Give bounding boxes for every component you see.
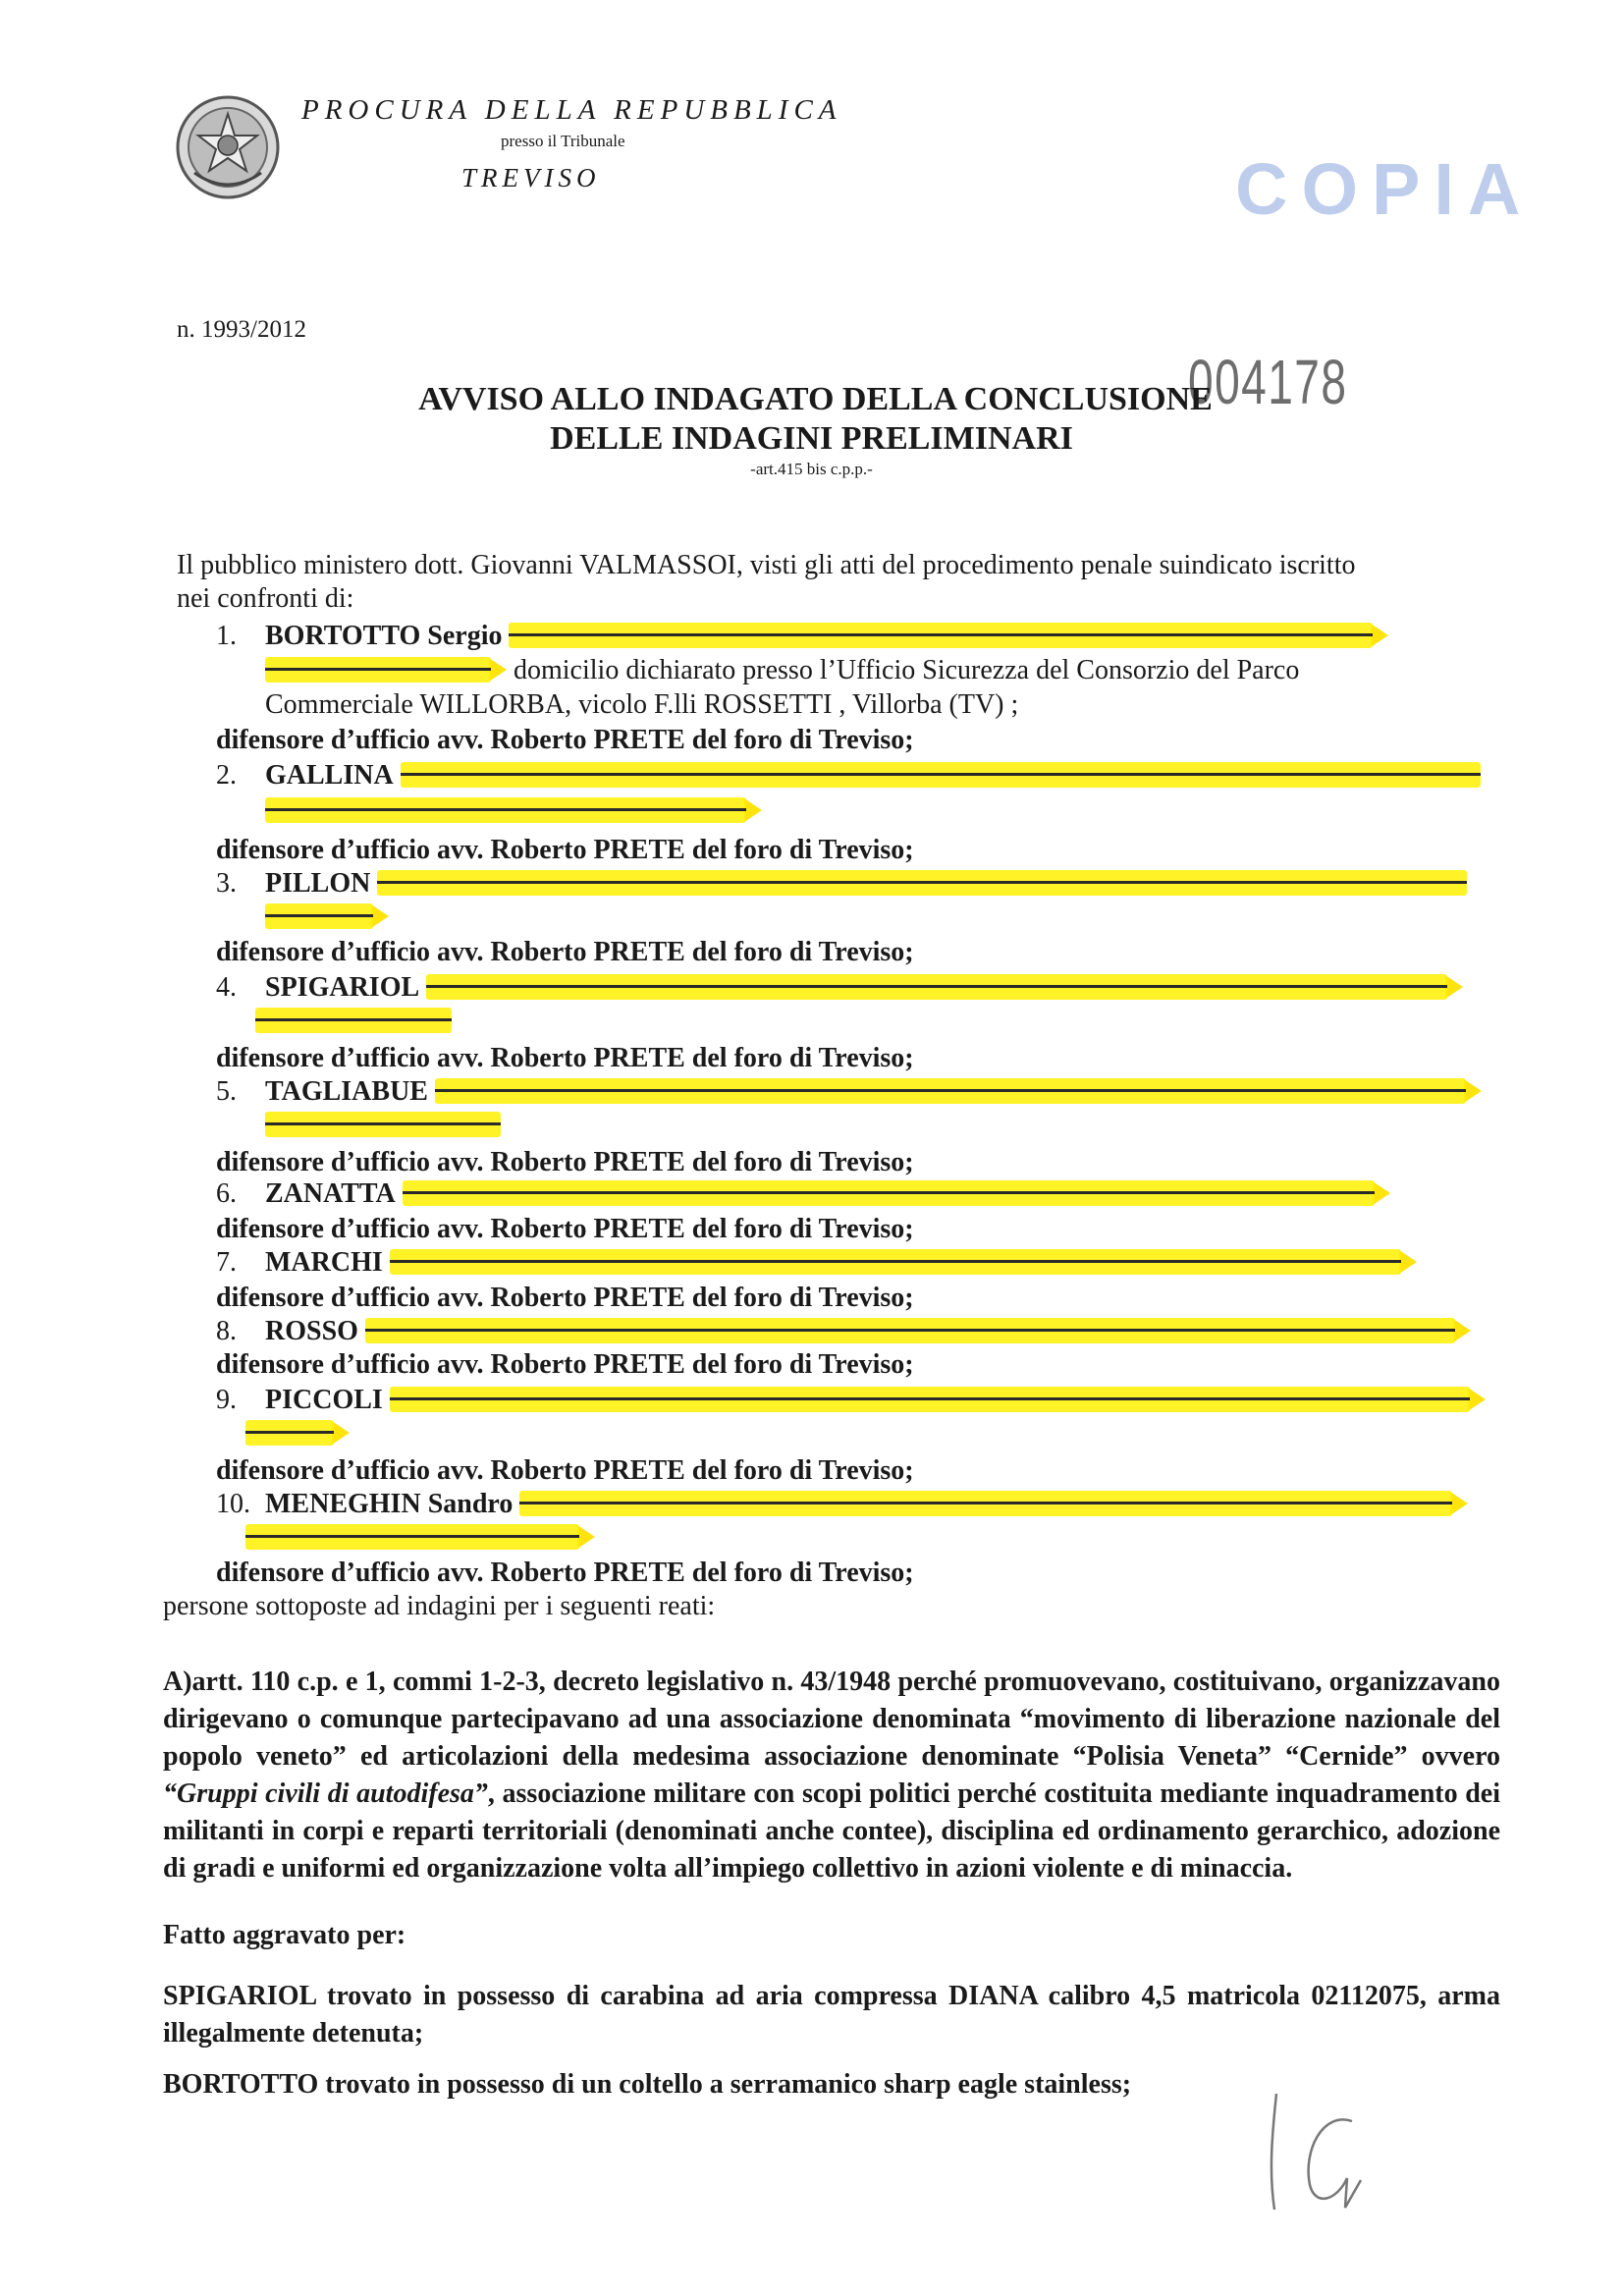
redaction-mark [426, 974, 1447, 1000]
suspect-item [216, 621, 1388, 652]
redaction-arrow-icon [744, 798, 762, 822]
suspect-item: 8. ROSSO [216, 1316, 1471, 1347]
protocol-number: n. 1993/2012 [177, 316, 306, 343]
defense-line: difensore d’ufficio avv. Roberto PRETE del foro di Treviso; [216, 725, 914, 755]
suspect-item: 3. PILLON [216, 868, 1467, 900]
document-title-line2: DELLE INDAGINI PRELIMINARI [550, 420, 1073, 457]
defense-line: difensore d’ufficio avv. Roberto PRETE del foro di Treviso; [216, 1214, 914, 1244]
redaction-mark [390, 1249, 1401, 1275]
redaction-mark [401, 762, 1481, 788]
suspect-item: 2. GALLINA [216, 760, 1481, 792]
document-article: -art.415 bis c.p.p.- [750, 460, 873, 478]
redaction-mark [245, 1524, 579, 1550]
office-name: PROCURA DELLA REPUBBLICA [301, 94, 842, 126]
redaction-mark [245, 1420, 334, 1446]
redaction-mark [403, 1180, 1375, 1206]
defense-line: difensore d’ufficio avv. Roberto PRETE del foro di Treviso; [216, 937, 914, 967]
redaction-arrow-icon [332, 1421, 350, 1445]
redaction-arrow-icon [1445, 975, 1463, 999]
defense-line: difensore d’ufficio avv. Roberto PRETE del foro di Treviso; [216, 1283, 914, 1313]
redaction-arrow-icon [577, 1525, 595, 1549]
defense-line: difensore d’ufficio avv. Roberto PRETE del foro di Treviso; [216, 1349, 914, 1380]
document-title-line1: AVVISO ALLO INDAGATO DELLA CONCLUSIONE [418, 381, 1213, 417]
redaction-mark [265, 903, 373, 929]
persons-line: persone sottoposte ad indagini per i seguenti reati: [163, 1591, 716, 1621]
redaction-arrow-icon [1468, 1388, 1486, 1411]
suspect-item: 7. MARCHI [216, 1247, 1417, 1279]
suspect-given-name: Sergio [427, 621, 503, 651]
redaction-mark [255, 1008, 452, 1033]
redaction-mark [519, 1491, 1452, 1516]
defense-line: difensore d’ufficio avv. Roberto PRETE del foro di Treviso; [216, 1455, 914, 1486]
redaction-arrow-icon [1453, 1319, 1471, 1342]
defense-line: difensore d’ufficio avv. Roberto PRETE del foro di Treviso; [216, 1043, 914, 1073]
redaction-mark [390, 1387, 1470, 1412]
suspect-surname: BORTOTTO [265, 621, 421, 651]
office-city: TREVISO [461, 163, 601, 192]
defense-line: difensore d’ufficio avv. Roberto PRETE del foro di Treviso; [216, 835, 914, 865]
aggravated-item: BORTOTTO trovato in possesso di un coltello a serramanico sharp eagle stainless; [163, 2069, 1132, 2100]
redaction-arrow-icon [1399, 1250, 1417, 1274]
redaction-mark [509, 623, 1373, 648]
redaction-arrow-icon [1464, 1079, 1482, 1103]
redaction-mark [265, 797, 746, 823]
handwritten-initials [1229, 2082, 1377, 2229]
suspect-domicile-line1: domicilio dichiarato presso l’Ufficio Sicurezza del Consorzio del Parco [265, 655, 1299, 686]
redaction-mark [377, 870, 1467, 896]
redaction-mark [265, 657, 491, 683]
suspect-item: 6. ZANATTA [216, 1178, 1390, 1210]
register-number: 004178 [1188, 347, 1348, 417]
suspect-item: 9. PICCOLI [216, 1385, 1486, 1416]
redaction-arrow-icon [371, 904, 389, 928]
suspect-number: 1. [216, 621, 237, 651]
redaction-mark [435, 1078, 1466, 1104]
italian-republic-emblem-icon [175, 94, 281, 200]
redaction-arrow-icon [1450, 1492, 1468, 1515]
aggravated-heading: Fatto aggravato per: [163, 1920, 406, 1950]
suspect-item: 4. SPIGARIOL [216, 972, 1463, 1004]
office-subtitle: presso il Tribunale [501, 132, 625, 150]
intro-line2: nei confronti di: [177, 583, 354, 614]
redaction-mark [265, 1112, 501, 1137]
suspect-item: 5. TAGLIABUE [216, 1076, 1482, 1108]
redaction-arrow-icon [1371, 624, 1388, 647]
redaction-arrow-icon [489, 658, 507, 682]
defense-line: difensore d’ufficio avv. Roberto PRETE del foro di Treviso; [216, 1558, 914, 1588]
suspect-item: 10. MENEGHIN Sandro [216, 1489, 1468, 1520]
copy-stamp: COPIA [1235, 148, 1535, 230]
redaction-mark [365, 1318, 1455, 1343]
intro-line1: Il pubblico ministero dott. Giovanni VALMASSOI, visti gli atti del procedimento penale suindicato iscritto [177, 550, 1356, 580]
redaction-arrow-icon [1373, 1181, 1390, 1205]
defense-line: difensore d’ufficio avv. Roberto PRETE del foro di Treviso; [216, 1147, 914, 1177]
aggravated-item: SPIGARIOL trovato in possesso di carabina ad aria compressa DIANA calibro 4,5 matricola 02112075, arma illegalmente detenuta; [163, 1981, 1500, 2049]
charge-a: A)artt. 110 c.p. e 1, commi 1-2-3, decreto legislativo n. 43/1948 perché promuovevano, costituivano, organizzavano dirigevano o comunque partecipavano ad una associazione denominata “movimento di liberazione nazionale del popolo veneto” ed articolazioni della medesima associazione denominate “Polisia Veneta” “Cernide” ovvero “Gruppi civili di autodifesa”, associazione militare con scopi politici perché costituita mediante inquadramento dei militanti in corpi e reparti territoriali (denominati anche contee), disciplina ed ordinamento gerarchico, adozione di gradi e uniformi ed organizzazione volta all’impiego collettivo in azioni violente e di minaccia. [163, 1667, 1501, 1884]
suspect-domicile-line2: Commerciale WILLORBA, vicolo F.lli ROSSETTI , Villorba (TV) ; [265, 689, 1019, 720]
